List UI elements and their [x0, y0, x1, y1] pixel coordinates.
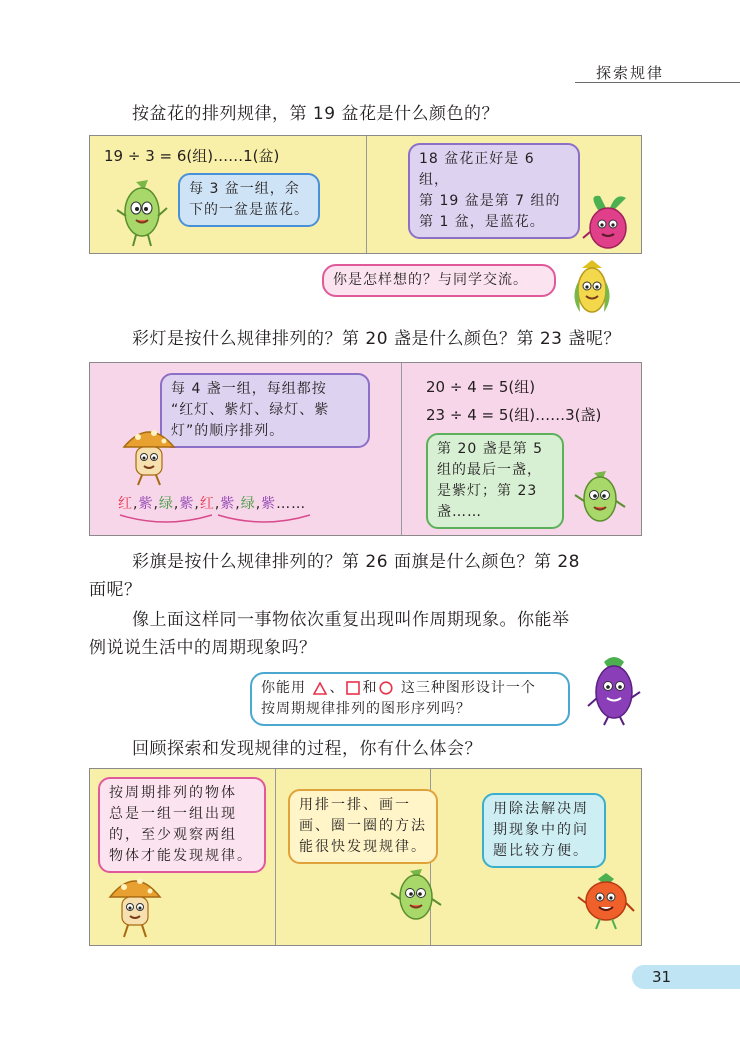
bubble-line: 第 19 盆是第 7 组的 [419, 193, 561, 209]
header-rule [575, 82, 740, 83]
header-title: 探索规律 [596, 64, 665, 82]
bubble-line: 每 4 盏一组，每组都按 [171, 381, 327, 397]
seq-item-red: 红 [199, 496, 215, 512]
reflection-panel [89, 768, 642, 946]
bubble-line: 按周期排列的物体 [109, 785, 237, 801]
seq-item-green: 绿 [240, 496, 256, 512]
speech-bubble-3 [482, 793, 606, 868]
bubble-line: 的，至少观察两组 [109, 827, 237, 843]
panel-divider [401, 363, 402, 535]
bubble-line: 能很快发现规律。 [299, 839, 427, 855]
bubble-line: 每 3 盆一组，余 [189, 181, 300, 197]
bubble-line: 物体才能发现规律。 [109, 848, 253, 864]
lantern-solution-panel [89, 362, 642, 536]
panel-divider [366, 136, 367, 253]
radish-character-icon [580, 192, 634, 254]
page-number: 31 [652, 968, 672, 986]
circle-icon [379, 681, 393, 695]
division-equation: 19 ÷ 3 = 6(组)……1(盆) [104, 147, 280, 165]
eggplant-character-icon [584, 652, 644, 726]
square-icon [346, 681, 360, 695]
seq-item-purple: 紫 [261, 496, 277, 512]
bubble-line: 盏…… [437, 504, 482, 520]
question-1: 按盆花的排列规律，第 19 盆花是什么颜色的？ [132, 104, 499, 124]
shapes-bubble [250, 672, 570, 726]
bubble-line: 第 1 盆，是蓝花。 [419, 214, 545, 230]
speech-bubble-1 [98, 777, 266, 873]
bubble-line: 用除法解决周 [493, 801, 589, 817]
bubble-text: 、 [329, 680, 345, 696]
seq-item-green: 绿 [158, 496, 174, 512]
question-4-line-2: 例说说生活中的周期现象吗？ [89, 638, 317, 658]
speech-bubble-right [408, 143, 580, 239]
bubble-line: 第 20 盏是第 5 [437, 441, 544, 457]
corn-character-icon [114, 176, 170, 248]
speech-bubble-2 [288, 789, 438, 864]
bubble-line: “红灯、紫灯、绿灯、紫 [171, 402, 330, 418]
bubble-text: 按周期规律排列的图形序列吗？ [261, 701, 471, 717]
bubble-line: 期现象中的问 [493, 822, 589, 838]
speech-bubble-right [426, 433, 564, 529]
question-2: 彩灯是按什么规律排列的？第 20 盏是什么颜色？第 23 盏呢？ [132, 329, 621, 349]
lantern-sequence: 红,紫,绿,紫,红,紫,绿,紫…… [118, 496, 307, 512]
speech-bubble-left [178, 173, 320, 227]
division-equation-1: 20 ÷ 4 = 5(组) [426, 378, 536, 396]
mushroom-character-icon [120, 421, 178, 487]
bubble-text: 和 [362, 680, 378, 696]
bubble-text: 你能用 [261, 680, 306, 696]
flower-solution-panel [89, 135, 642, 254]
bubble-text: 这三种图形设计一个 [400, 680, 536, 696]
question-3-line-2: 面呢？ [89, 580, 142, 600]
grouping-arcs [116, 513, 316, 527]
speech-bubble-left [160, 373, 370, 448]
seq-item-purple: 紫 [179, 496, 195, 512]
page-number-tab [632, 965, 740, 989]
bubble-line: 总是一组一组出现 [109, 806, 237, 822]
question-3-line-1: 彩旗是按什么规律排列的？第 26 面旗是什么颜色？第 28 [132, 552, 580, 572]
corn-character-icon [388, 865, 444, 927]
corn-character-icon [572, 467, 628, 529]
tomato-character-icon [576, 869, 636, 931]
bubble-line: 是紫灯；第 23 [437, 483, 538, 499]
corn-character-icon [566, 258, 618, 320]
bubble-line: 下的一盆是蓝花。 [189, 202, 309, 218]
bubble-line: 用排一排、画一 [299, 797, 411, 813]
question-4-line-1: 像上面这样同一事物依次重复出现叫作周期现象。你能举 [132, 610, 570, 630]
seq-item-purple: 紫 [138, 496, 154, 512]
seq-ellipsis: …… [276, 496, 307, 512]
bubble-line: 18 盆花正好是 6 组， [419, 151, 535, 188]
question-5: 回顾探索和发现规律的过程，你有什么体会？ [132, 739, 482, 759]
bubble-line: 灯”的顺序排列。 [171, 423, 285, 439]
bubble-line: 题比较方便。 [493, 843, 589, 859]
division-equation-2: 23 ÷ 4 = 5(组)……3(盏) [426, 406, 602, 424]
bubble-line: 画、圈一圈的方法 [299, 818, 427, 834]
seq-item-purple: 紫 [220, 496, 236, 512]
seq-item-red: 红 [118, 496, 133, 512]
share-bubble: 你是怎样想的？与同学交流。 [322, 264, 556, 297]
mushroom-character-icon [106, 869, 164, 939]
panel-divider [275, 769, 276, 945]
triangle-icon [313, 682, 327, 695]
bubble-line: 组的最后一盏， [437, 462, 542, 478]
